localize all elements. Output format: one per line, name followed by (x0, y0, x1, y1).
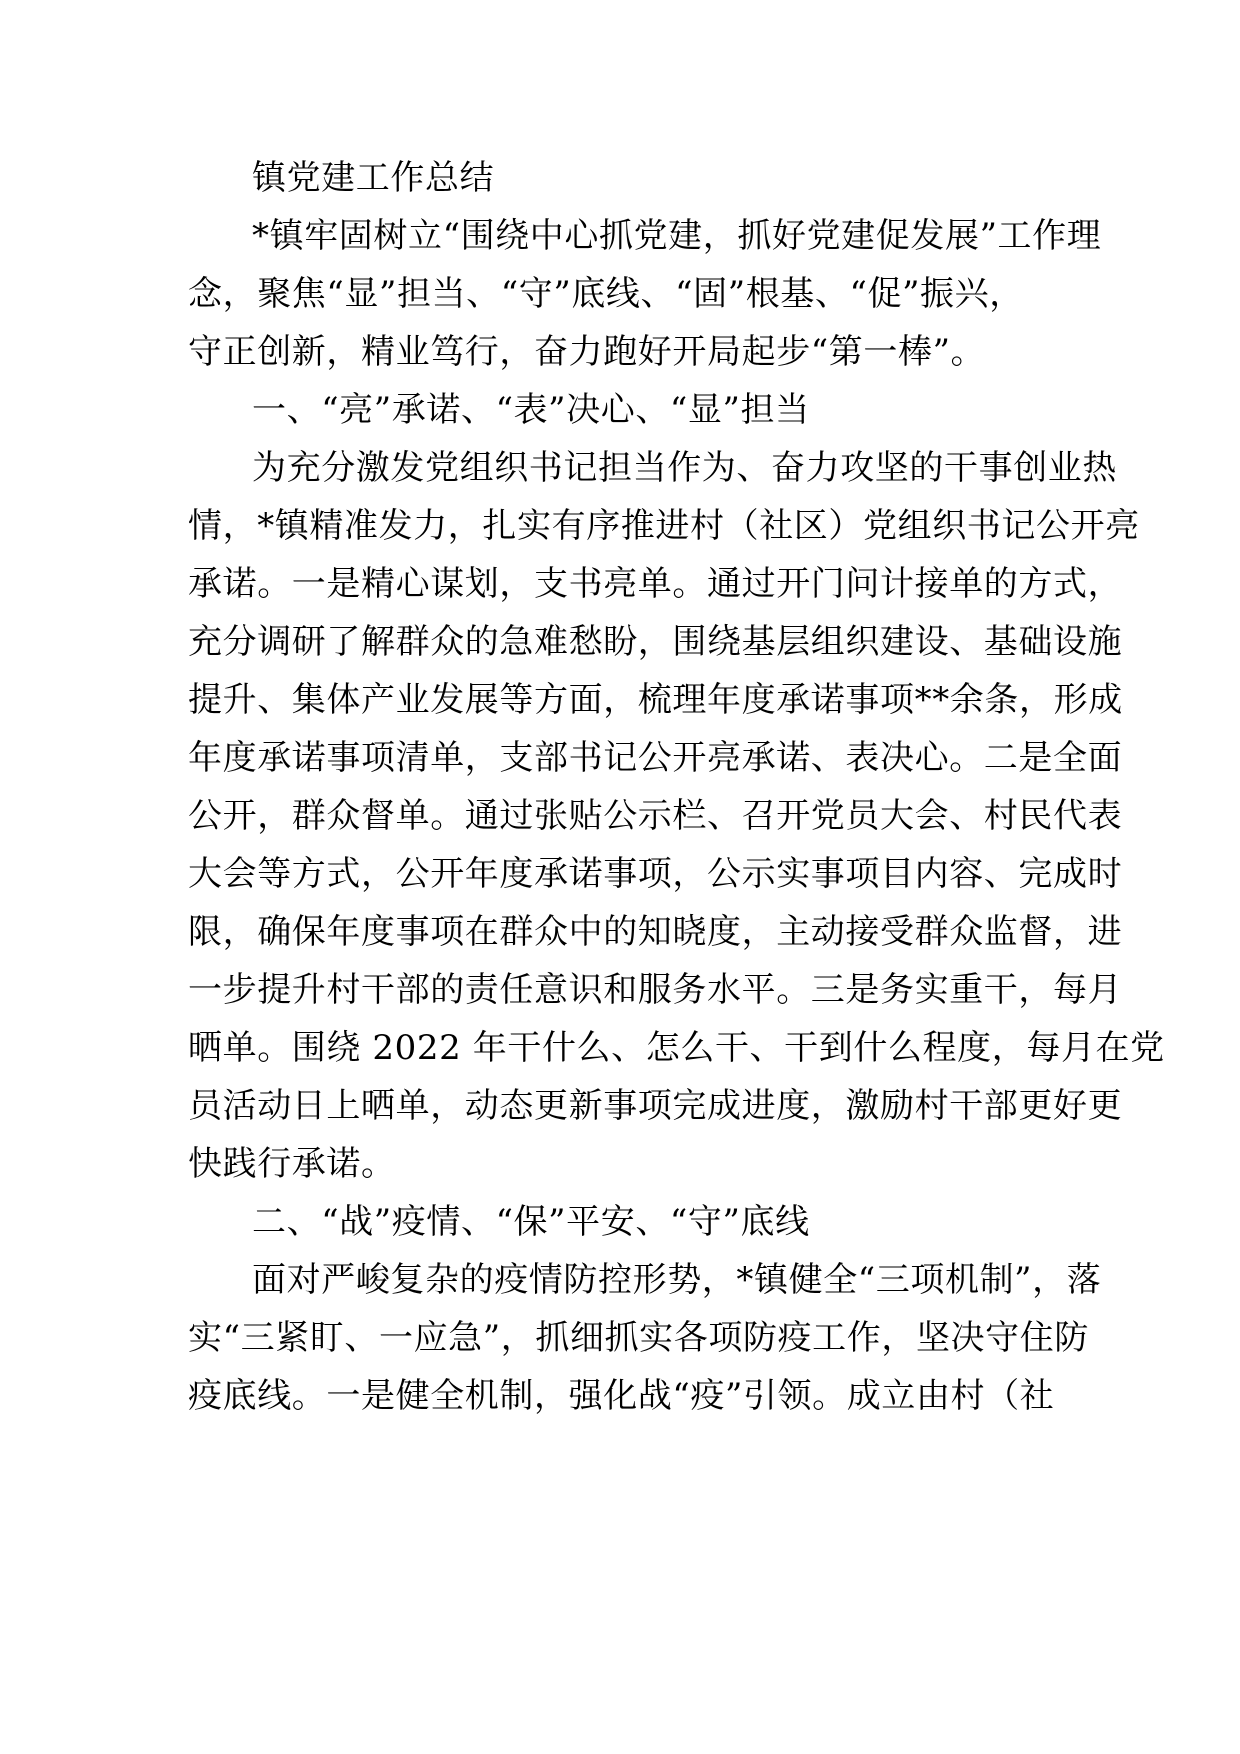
paragraph-line: 念，聚焦“显”担当、“守”底线、“固”根基、“促”振兴， (188, 274, 1024, 314)
paragraph-line: 面对严峻复杂的疫情防控形势，*镇健全“三项机制”，落 (252, 1260, 1102, 1300)
paragraph-line: 承诺。一是精心谋划，支书亮单。通过开门问计接单的方式， (188, 564, 1123, 604)
paragraph-line: 快践行承诺。 (188, 1144, 396, 1184)
paragraph-line: 大会等方式，公开年度承诺事项，公示实事项目内容、完成时 (188, 854, 1123, 894)
paragraph-line: 实“三紧盯、一应急”，抓细抓实各项防疫工作，坚决守住防 (188, 1318, 1089, 1358)
paragraph-line: 守正创新，精业笃行，奋力跑好开局起步“第一棒”。 (188, 332, 986, 372)
paragraph-line: 限，确保年度事项在群众中的知晓度，主动接受群众监督，进 (188, 912, 1123, 952)
paragraph-line: 情，*镇精准发力，扎实有序推进村（社区）党组织书记公开亮 (188, 506, 1140, 546)
paragraph-line: 晒单。围绕 2022 年干什么、怎么干、干到什么程度，每月在党 (188, 1028, 1165, 1068)
section-heading: 二、“战”疫情、“保”平安、“守”底线 (252, 1202, 810, 1242)
paragraph-line: 公开，群众督单。通过张贴公示栏、召开党员大会、村民代表 (188, 796, 1123, 836)
section-heading: 一、“亮”承诺、“表”决心、“显”担当 (252, 390, 810, 430)
paragraph-line: 充分调研了解群众的急难愁盼，围绕基层组织建设、基础设施 (188, 622, 1123, 662)
paragraph-line: 年度承诺事项清单，支部书记公开亮承诺、表决心。二是全面 (188, 738, 1123, 778)
paragraph-line: 为充分激发党组织书记担当作为、奋力攻坚的干事创业热 (252, 448, 1117, 488)
paragraph-line: 员活动日上晒单，动态更新事项完成进度，激励村干部更好更 (188, 1086, 1123, 1126)
paragraph-line: 提升、集体产业发展等方面，梳理年度承诺事项**余条，形成 (188, 680, 1123, 720)
paragraph-line: 一步提升村干部的责任意识和服务水平。三是务实重干，每月 (188, 970, 1123, 1010)
paragraph-line: 疫底线。一是健全机制，强化战“疫”引领。成立由村（社 (188, 1376, 1055, 1416)
paragraph-line: *镇牢固树立“围绕中心抓党建，抓好党建促发展”工作理 (252, 216, 1102, 256)
document-title: 镇党建工作总结 (252, 158, 495, 198)
